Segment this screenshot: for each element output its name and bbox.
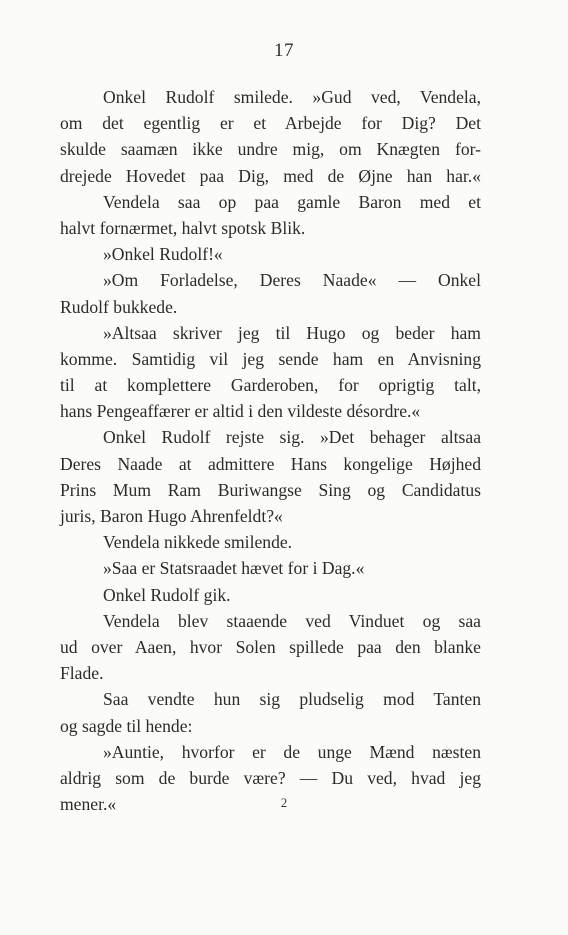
text-line: komme. Samtidig vil jeg sende ham en Anvisning	[60, 348, 481, 369]
signature-mark: 2	[280, 795, 288, 810]
text-line: mener.«	[60, 794, 117, 815]
text-line: Vendela saa op paa gamle Baron med et	[103, 191, 481, 212]
text-line: Rudolf bukkede.	[60, 296, 178, 317]
body-text	[60, 84, 481, 817]
text-line: »Altsaa skriver jeg til Hugo og beder ham	[103, 322, 481, 343]
text-line: Saa vendte hun sig pludselig mod Tanten	[103, 689, 481, 710]
text-line: aldrig som de burde være? — Du ved, hvad jeg	[60, 767, 481, 788]
text-line: »Auntie, hvorfor er de unge Mænd næsten	[103, 741, 481, 762]
text-line: »Om Forladelse, Deres Naade« — Onkel	[103, 270, 481, 291]
text-line: »Onkel Rudolf!«	[103, 244, 223, 265]
text-line: »Saa er Statsraadet hævet for i Dag.«	[103, 558, 365, 579]
text-line: skulde saamæn ikke undre mig, om Knægten for-	[60, 139, 481, 160]
page-number: 17	[274, 40, 294, 61]
text-line: Vendela nikkede smilende.	[103, 532, 293, 553]
text-line: Onkel Rudolf smilede. »Gud ved, Vendela,	[103, 87, 481, 107]
text-line: ud over Aaen, hvor Solen spillede paa den blanke	[60, 636, 481, 657]
text-line: til at komplettere Garderoben, for oprigtig talt,	[60, 375, 481, 396]
text-line: halvt fornærmet, halvt spotsk Blik.	[60, 217, 306, 238]
text-line: Vendela blev staaende ved Vinduet og saa	[103, 610, 481, 631]
text-line: drejede Hovedet paa Dig, med de Øjne han har.«	[60, 165, 481, 186]
text-line: Deres Naade at admittere Hans kongelige Højhed	[60, 453, 481, 474]
text-line: og sagde til hende:	[60, 715, 193, 736]
text-line: juris, Baron Hugo Ahrenfeldt?«	[60, 506, 283, 526]
text-line: Prins Mum Ram Buriwangse Sing og Candidatus	[60, 479, 481, 500]
text-line: hans Pengeaffærer er altid i den vildeste désordre.«	[60, 401, 421, 422]
text-line: om det egentlig er et Arbejde for Dig? Det	[60, 113, 481, 134]
text-line: Onkel Rudolf rejste sig. »Det behager altsaa	[103, 427, 481, 448]
text-line: Flade.	[60, 663, 104, 684]
text-line: Onkel Rudolf gik.	[103, 584, 231, 605]
